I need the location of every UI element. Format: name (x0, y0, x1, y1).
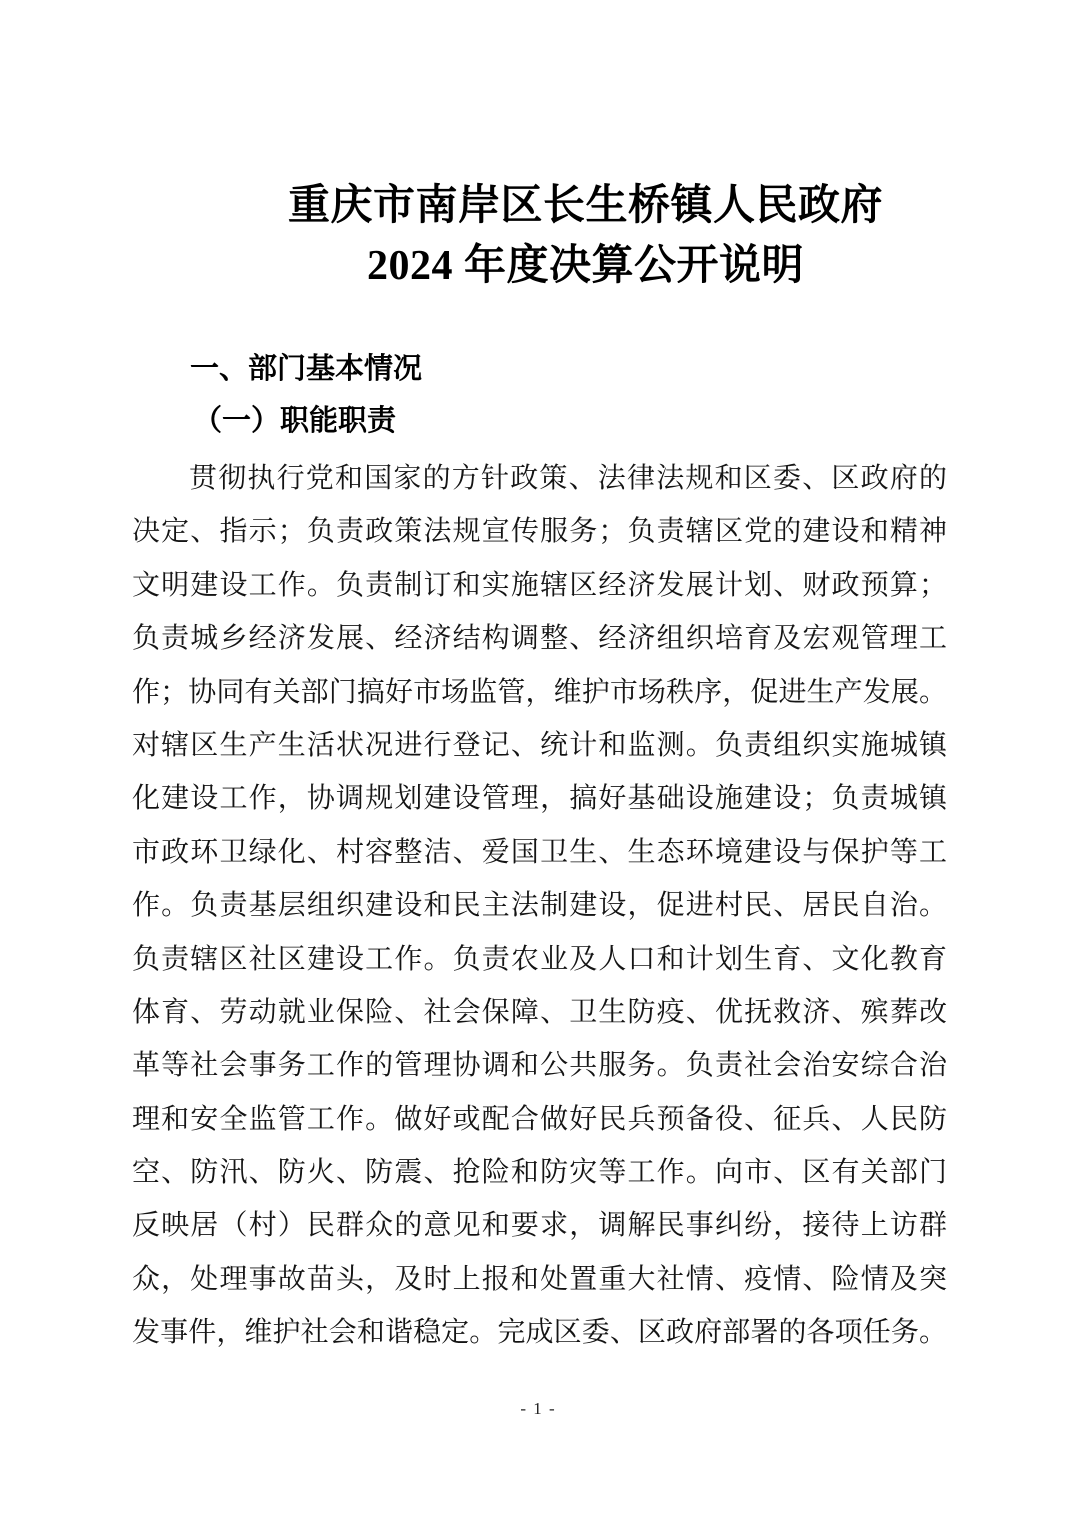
document-title-line2: 2024 年度决算公开说明 (366, 243, 804, 289)
subsection-heading: （一）职能职责 (193, 405, 397, 437)
body-text-line: 革等社会事务工作的管理协调和公共服务。负责社会治安综合治 (132, 1050, 947, 1082)
body-text-line: 负责辖区社区建设工作。负责农业及人口和计划生育、文化教育 (132, 943, 947, 975)
body-text-line: 作。负责基层组织建设和民主法制建设，促进村民、居民自治。 (132, 890, 947, 922)
section-heading: 一、部门基本情况 (190, 353, 423, 385)
body-text-line: 贯彻执行党和国家的方针政策、法律法规和区委、区政府的 (189, 463, 947, 494)
body-paragraph (132, 452, 947, 1360)
body-text-line: 空、防汛、防火、防震、抢险和防灾等工作。向市、区有关部门 (132, 1157, 947, 1189)
body-text-line: 负责城乡经济发展、经济结构调整、经济组织培育及宏观管理工 (132, 623, 947, 655)
body-text-line: 众，处理事故苗头，及时上报和处置重大社情、疫情、险情及突 (132, 1263, 947, 1295)
document-title (48, 176, 1075, 296)
page-number: - 1 - (520, 1399, 555, 1418)
body-text-line: 作；协同有关部门搞好市场监管，维护市场秩序，促进生产发展。 (132, 676, 947, 708)
document-title-line1: 重庆市南岸区长生桥镇人民政府 (287, 183, 883, 229)
body-text-line: 文明建设工作。负责制订和实施辖区经济发展计划、财政预算； (132, 569, 947, 601)
body-text-line: 发事件，维护社会和谐稳定。完成区委、区政府部署的各项任务。 (132, 1317, 947, 1349)
body-text-line: 化建设工作，协调规划建设管理，搞好基础设施建设；负责城镇 (132, 783, 947, 815)
body-text-line: 反映居（村）民群众的意见和要求，调解民事纠纷，接待上访群 (132, 1210, 947, 1242)
body-text-line: 市政环卫绿化、村容整洁、爱国卫生、生态环境建设与保护等工 (132, 836, 947, 868)
body-text-line: 对辖区生产生活状况进行登记、统计和监测。负责组织实施城镇 (132, 729, 947, 761)
body-text-line: 体育、劳动就业保险、社会保障、卫生防疫、优抚救济、殡葬改 (132, 996, 947, 1028)
body-text-line: 理和安全监管工作。做好或配合做好民兵预备役、征兵、人民防 (132, 1103, 947, 1135)
body-text-line: 决定、指示；负责政策法规宣传服务；负责辖区党的建设和精神 (132, 516, 947, 548)
